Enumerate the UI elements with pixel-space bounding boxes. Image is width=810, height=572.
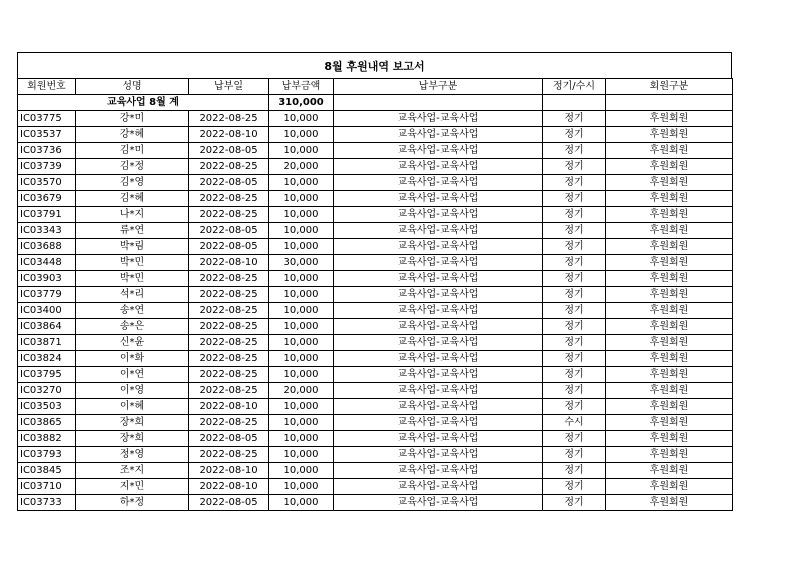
summary-empty-cell xyxy=(606,95,733,111)
amount-cell: 10,000 xyxy=(269,351,334,367)
amount-cell: 10,000 xyxy=(269,175,334,191)
regular-irregular-cell: 정기 xyxy=(543,143,606,159)
payment-type-cell: 교육사업-교육사업 xyxy=(334,207,543,223)
payment-type-cell: 교육사업-교육사업 xyxy=(334,287,543,303)
table-row xyxy=(18,479,733,495)
header-name: 성명 xyxy=(76,79,189,95)
name-cell: 송*연 xyxy=(76,303,189,319)
table-row xyxy=(18,159,733,175)
name-cell: 장*희 xyxy=(76,431,189,447)
member-type-cell: 후원회원 xyxy=(606,351,733,367)
payment-type-cell: 교육사업-교육사업 xyxy=(334,175,543,191)
payment-date-cell: 2022-08-10 xyxy=(189,127,269,143)
regular-irregular-cell: 정기 xyxy=(543,271,606,287)
member-id-cell: IC03864 xyxy=(18,319,76,335)
payment-type-cell: 교육사업-교육사업 xyxy=(334,191,543,207)
member-type-cell: 후원회원 xyxy=(606,111,733,127)
table-row xyxy=(18,351,733,367)
payment-date-cell: 2022-08-25 xyxy=(189,207,269,223)
member-type-cell: 후원회원 xyxy=(606,175,733,191)
payment-date-cell: 2022-08-25 xyxy=(189,335,269,351)
payment-date-cell: 2022-08-25 xyxy=(189,111,269,127)
name-cell: 나*지 xyxy=(76,207,189,223)
name-cell: 이*영 xyxy=(76,383,189,399)
regular-irregular-cell: 정기 xyxy=(543,303,606,319)
payment-type-cell: 교육사업-교육사업 xyxy=(334,159,543,175)
member-type-cell: 후원회원 xyxy=(606,399,733,415)
payment-type-cell: 교육사업-교육사업 xyxy=(334,447,543,463)
regular-irregular-cell: 정기 xyxy=(543,431,606,447)
member-id-cell: IC03400 xyxy=(18,303,76,319)
name-cell: 강*미 xyxy=(76,111,189,127)
member-id-cell: IC03739 xyxy=(18,159,76,175)
regular-irregular-cell: 정기 xyxy=(543,127,606,143)
member-id-cell: IC03448 xyxy=(18,255,76,271)
amount-cell: 10,000 xyxy=(269,239,334,255)
regular-irregular-cell: 정기 xyxy=(543,191,606,207)
amount-cell: 10,000 xyxy=(269,479,334,495)
amount-cell: 10,000 xyxy=(269,463,334,479)
member-id-cell: IC03537 xyxy=(18,127,76,143)
table-row xyxy=(18,111,733,127)
member-type-cell: 후원회원 xyxy=(606,159,733,175)
name-cell: 박*림 xyxy=(76,239,189,255)
regular-irregular-cell: 정기 xyxy=(543,111,606,127)
payment-date-cell: 2022-08-10 xyxy=(189,463,269,479)
name-cell: 강*혜 xyxy=(76,127,189,143)
payment-type-cell: 교육사업-교육사업 xyxy=(334,351,543,367)
regular-irregular-cell: 정기 xyxy=(543,463,606,479)
member-type-cell: 후원회원 xyxy=(606,495,733,511)
payment-date-cell: 2022-08-25 xyxy=(189,447,269,463)
header-row xyxy=(18,79,733,95)
member-type-cell: 후원회원 xyxy=(606,287,733,303)
member-type-cell: 후원회원 xyxy=(606,335,733,351)
payment-date-cell: 2022-08-25 xyxy=(189,319,269,335)
name-cell: 하*정 xyxy=(76,495,189,511)
amount-cell: 10,000 xyxy=(269,319,334,335)
payment-date-cell: 2022-08-25 xyxy=(189,159,269,175)
member-type-cell: 후원회원 xyxy=(606,303,733,319)
summary-label: 교육사업 8월 계 xyxy=(18,95,269,111)
table-row xyxy=(18,175,733,191)
amount-cell: 10,000 xyxy=(269,143,334,159)
member-id-cell: IC03795 xyxy=(18,367,76,383)
regular-irregular-cell: 정기 xyxy=(543,479,606,495)
table-row xyxy=(18,415,733,431)
report-title: 8월 후원내역 보고서 xyxy=(17,52,732,78)
name-cell: 신*윤 xyxy=(76,335,189,351)
amount-cell: 10,000 xyxy=(269,271,334,287)
member-id-cell: IC03903 xyxy=(18,271,76,287)
name-cell: 이*화 xyxy=(76,351,189,367)
regular-irregular-cell: 정기 xyxy=(543,223,606,239)
name-cell: 김*영 xyxy=(76,175,189,191)
summary-amount: 310,000 xyxy=(269,95,334,111)
regular-irregular-cell: 정기 xyxy=(543,207,606,223)
member-type-cell: 후원회원 xyxy=(606,431,733,447)
donation-table xyxy=(17,78,733,511)
header-payment-amount: 납부금액 xyxy=(269,79,334,95)
header-payment-date: 납부일 xyxy=(189,79,269,95)
member-id-cell: IC03343 xyxy=(18,223,76,239)
amount-cell: 10,000 xyxy=(269,367,334,383)
amount-cell: 20,000 xyxy=(269,383,334,399)
table-row xyxy=(18,383,733,399)
regular-irregular-cell: 정기 xyxy=(543,335,606,351)
payment-date-cell: 2022-08-05 xyxy=(189,239,269,255)
table-row xyxy=(18,143,733,159)
member-id-cell: IC03733 xyxy=(18,495,76,511)
table-row xyxy=(18,463,733,479)
name-cell: 류*연 xyxy=(76,223,189,239)
name-cell: 박*민 xyxy=(76,271,189,287)
header-payment-type: 납부구분 xyxy=(334,79,543,95)
regular-irregular-cell: 정기 xyxy=(543,351,606,367)
member-id-cell: IC03871 xyxy=(18,335,76,351)
amount-cell: 10,000 xyxy=(269,111,334,127)
payment-type-cell: 교육사업-교육사업 xyxy=(334,111,543,127)
amount-cell: 10,000 xyxy=(269,399,334,415)
payment-date-cell: 2022-08-05 xyxy=(189,143,269,159)
member-id-cell: IC03503 xyxy=(18,399,76,415)
payment-type-cell: 교육사업-교육사업 xyxy=(334,431,543,447)
table-row xyxy=(18,191,733,207)
name-cell: 송*은 xyxy=(76,319,189,335)
header-member-id: 회원번호 xyxy=(18,79,76,95)
table-body xyxy=(18,79,733,511)
table-row xyxy=(18,319,733,335)
payment-date-cell: 2022-08-25 xyxy=(189,415,269,431)
header-regular-irregular: 정기/수시 xyxy=(543,79,606,95)
amount-cell: 20,000 xyxy=(269,159,334,175)
table-row xyxy=(18,431,733,447)
summary-empty-cell xyxy=(543,95,606,111)
table-row xyxy=(18,239,733,255)
regular-irregular-cell: 정기 xyxy=(543,159,606,175)
member-type-cell: 후원회원 xyxy=(606,367,733,383)
amount-cell: 10,000 xyxy=(269,287,334,303)
payment-date-cell: 2022-08-10 xyxy=(189,479,269,495)
member-type-cell: 후원회원 xyxy=(606,223,733,239)
member-id-cell: IC03845 xyxy=(18,463,76,479)
summary-row xyxy=(18,95,733,111)
regular-irregular-cell: 정기 xyxy=(543,287,606,303)
name-cell: 지*민 xyxy=(76,479,189,495)
member-type-cell: 후원회원 xyxy=(606,271,733,287)
member-id-cell: IC03865 xyxy=(18,415,76,431)
payment-type-cell: 교육사업-교육사업 xyxy=(334,495,543,511)
payment-date-cell: 2022-08-05 xyxy=(189,175,269,191)
table-row xyxy=(18,447,733,463)
payment-type-cell: 교육사업-교육사업 xyxy=(334,127,543,143)
member-id-cell: IC03779 xyxy=(18,287,76,303)
name-cell: 김*미 xyxy=(76,143,189,159)
member-id-cell: IC03824 xyxy=(18,351,76,367)
amount-cell: 10,000 xyxy=(269,431,334,447)
payment-date-cell: 2022-08-10 xyxy=(189,399,269,415)
member-id-cell: IC03270 xyxy=(18,383,76,399)
report-sheet xyxy=(17,52,732,511)
table-row xyxy=(18,303,733,319)
payment-type-cell: 교육사업-교육사업 xyxy=(334,223,543,239)
amount-cell: 30,000 xyxy=(269,255,334,271)
regular-irregular-cell: 정기 xyxy=(543,255,606,271)
name-cell: 석*리 xyxy=(76,287,189,303)
member-id-cell: IC03688 xyxy=(18,239,76,255)
payment-type-cell: 교육사업-교육사업 xyxy=(334,399,543,415)
member-type-cell: 후원회원 xyxy=(606,463,733,479)
member-type-cell: 후원회원 xyxy=(606,143,733,159)
name-cell: 이*연 xyxy=(76,367,189,383)
payment-type-cell: 교육사업-교육사업 xyxy=(334,335,543,351)
member-id-cell: IC03570 xyxy=(18,175,76,191)
payment-type-cell: 교육사업-교육사업 xyxy=(334,303,543,319)
payment-type-cell: 교육사업-교육사업 xyxy=(334,239,543,255)
member-id-cell: IC03791 xyxy=(18,207,76,223)
amount-cell: 10,000 xyxy=(269,447,334,463)
member-id-cell: IC03793 xyxy=(18,447,76,463)
name-cell: 김*혜 xyxy=(76,191,189,207)
name-cell: 김*정 xyxy=(76,159,189,175)
regular-irregular-cell: 정기 xyxy=(543,495,606,511)
member-id-cell: IC03679 xyxy=(18,191,76,207)
regular-irregular-cell: 정기 xyxy=(543,383,606,399)
payment-type-cell: 교육사업-교육사업 xyxy=(334,271,543,287)
amount-cell: 10,000 xyxy=(269,207,334,223)
member-type-cell: 후원회원 xyxy=(606,255,733,271)
regular-irregular-cell: 정기 xyxy=(543,399,606,415)
regular-irregular-cell: 정기 xyxy=(543,239,606,255)
payment-date-cell: 2022-08-25 xyxy=(189,191,269,207)
table-row xyxy=(18,287,733,303)
table-row xyxy=(18,399,733,415)
member-type-cell: 후원회원 xyxy=(606,191,733,207)
amount-cell: 10,000 xyxy=(269,127,334,143)
name-cell: 장*희 xyxy=(76,415,189,431)
member-id-cell: IC03775 xyxy=(18,111,76,127)
name-cell: 정*영 xyxy=(76,447,189,463)
payment-date-cell: 2022-08-25 xyxy=(189,303,269,319)
member-type-cell: 후원회원 xyxy=(606,415,733,431)
payment-type-cell: 교육사업-교육사업 xyxy=(334,319,543,335)
payment-type-cell: 교육사업-교육사업 xyxy=(334,143,543,159)
amount-cell: 10,000 xyxy=(269,191,334,207)
member-id-cell: IC03736 xyxy=(18,143,76,159)
table-row xyxy=(18,271,733,287)
payment-date-cell: 2022-08-25 xyxy=(189,367,269,383)
regular-irregular-cell: 정기 xyxy=(543,175,606,191)
table-row xyxy=(18,255,733,271)
table-row xyxy=(18,223,733,239)
payment-date-cell: 2022-08-25 xyxy=(189,287,269,303)
amount-cell: 10,000 xyxy=(269,495,334,511)
name-cell: 이*혜 xyxy=(76,399,189,415)
table-row xyxy=(18,495,733,511)
payment-date-cell: 2022-08-25 xyxy=(189,383,269,399)
member-type-cell: 후원회원 xyxy=(606,319,733,335)
amount-cell: 10,000 xyxy=(269,223,334,239)
regular-irregular-cell: 정기 xyxy=(543,319,606,335)
amount-cell: 10,000 xyxy=(269,303,334,319)
regular-irregular-cell: 정기 xyxy=(543,367,606,383)
table-row xyxy=(18,335,733,351)
member-id-cell: IC03710 xyxy=(18,479,76,495)
table-row xyxy=(18,367,733,383)
member-type-cell: 후원회원 xyxy=(606,479,733,495)
payment-type-cell: 교육사업-교육사업 xyxy=(334,463,543,479)
payment-date-cell: 2022-08-25 xyxy=(189,351,269,367)
name-cell: 박*민 xyxy=(76,255,189,271)
summary-empty-cell xyxy=(334,95,543,111)
table-row xyxy=(18,207,733,223)
regular-irregular-cell: 정기 xyxy=(543,447,606,463)
payment-type-cell: 교육사업-교육사업 xyxy=(334,383,543,399)
member-id-cell: IC03882 xyxy=(18,431,76,447)
member-type-cell: 후원회원 xyxy=(606,447,733,463)
payment-date-cell: 2022-08-25 xyxy=(189,271,269,287)
table-row xyxy=(18,127,733,143)
payment-date-cell: 2022-08-05 xyxy=(189,495,269,511)
regular-irregular-cell: 수시 xyxy=(543,415,606,431)
member-type-cell: 후원회원 xyxy=(606,383,733,399)
amount-cell: 10,000 xyxy=(269,415,334,431)
header-member-type: 회원구분 xyxy=(606,79,733,95)
member-type-cell: 후원회원 xyxy=(606,127,733,143)
member-type-cell: 후원회원 xyxy=(606,207,733,223)
payment-type-cell: 교육사업-교육사업 xyxy=(334,255,543,271)
name-cell: 조*지 xyxy=(76,463,189,479)
amount-cell: 10,000 xyxy=(269,335,334,351)
payment-type-cell: 교육사업-교육사업 xyxy=(334,415,543,431)
payment-type-cell: 교육사업-교육사업 xyxy=(334,479,543,495)
payment-date-cell: 2022-08-10 xyxy=(189,255,269,271)
payment-date-cell: 2022-08-05 xyxy=(189,431,269,447)
payment-type-cell: 교육사업-교육사업 xyxy=(334,367,543,383)
member-type-cell: 후원회원 xyxy=(606,239,733,255)
payment-date-cell: 2022-08-05 xyxy=(189,223,269,239)
